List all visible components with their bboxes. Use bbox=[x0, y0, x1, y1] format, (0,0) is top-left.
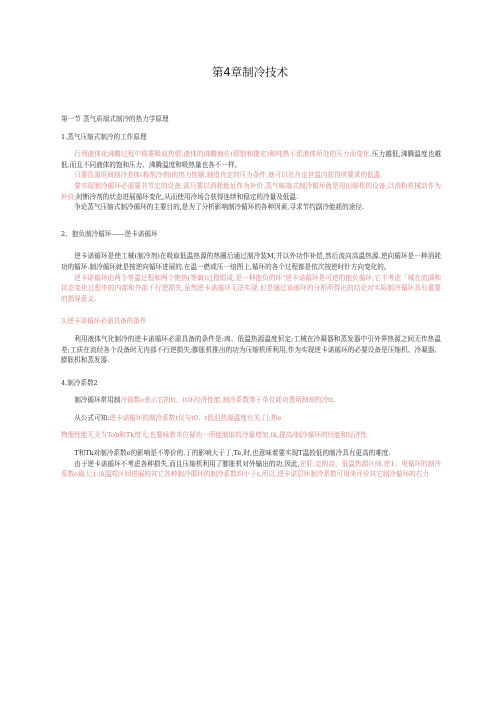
section-1-paragraph-4: 争论蒸气压缩式制冷循环的主要目的,是为了分析影响制冷循环的各种因素,寻求节约副冷能耗的途径. bbox=[74, 203, 365, 212]
section-3-paragraph-1: 利用液体气化制冷的逆卡诺循环必需具备的条件是:肉、低温热源温度恒定;工械在冷凝器和蒸发器中引外界热源之间无传热温差;工质在流经各个设备时无内部不行逆损失;膨胀机推出的功为压缩机所利用,作为实现逆卡诺循环的必要设备是压缩机、冷凝器、膨胀机和蒸发器. bbox=[61, 334, 441, 365]
section-4-paragraph-1 bbox=[61, 395, 441, 406]
section-4-paragraph-3 bbox=[61, 430, 441, 441]
document-body bbox=[61, 114, 441, 480]
section-2-paragraph-1: 逆卡诺循环是使工械(制冷剂)在吸取低温热源的热圈后通过制冷装M,并以外功作补偿,然后流向高温热源.逆向循环是一种消耗功的循环.制冷循环就是按逆向循环进展的.在温一燃或压一焙图上,循环的各个过程都是依次按逆时针方向变化的。 bbox=[61, 252, 441, 271]
section-3-heading: 3,逆卡诺循环必需具备的条件 bbox=[61, 317, 147, 326]
black-text: 压力越低,沸腾温度也越低.而且不同液体的饱和压力、沸腾温度和吸热量也各不一样。 bbox=[61, 150, 441, 169]
red-text: 逆卡诺循环的制冷系数t仅与t0、t低沮热源温度有关,门:热e bbox=[109, 413, 282, 422]
section-1-paragraph-1 bbox=[61, 149, 441, 170]
black-text: 由于逆卡诺循环不考虑各种损失,而且压缩机利用了膨胀机对外输出的功,因此, bbox=[74, 459, 300, 468]
red-text: 物理性能无关当Tob和Tk增大,也要咏着单位疑功一所能制取的冷量增加, bbox=[61, 431, 271, 440]
chapter-title: 第4章制冷技术 bbox=[211, 65, 289, 79]
section-2-paragraph-2: 逆卡诺循环由两个等温过程和两个绝热(等熵)过程组成,是一种抱负的环"逆卡诺循环是可逆的抱负循环,它不考虑「城在流满和状态变化过程中的内部和外部不行逆损失,虽然逆卡诺循环无法实现.但是通过该循环的分析所得出的结论对实际制冷循环具有重要的指导意义. bbox=[61, 273, 441, 303]
section-1-subheading: 1.蒸气压缩式制冷的工作原理 bbox=[61, 132, 147, 141]
red-text: 行利液体化沸腾过程中将要吸取热情,液体的沸腾海佐(即饱和提宏)和吨热不派液体所处的压力而变化. bbox=[74, 150, 372, 159]
section-1-paragraph-3 bbox=[61, 181, 441, 202]
section-4-paragraph-5 bbox=[61, 459, 441, 480]
red-text: 要实现制冷循环必需要书节定的设备,需只要以消耗能址作为补价.蒸气味端式制冷循环就是用田缩机的设备,以消粉机械动作为补价, bbox=[61, 181, 441, 201]
red-text: 在肝,定的高、低温热源区间,逆1、电循环的制冷系数e最大,t:该温哎区间进展的其它各种制冷循环的制冷系数均小于ε,所以,逆卡诺层环制冷系数可用来评价其它制冷循环的右力 bbox=[61, 459, 441, 479]
section-2-heading: 2、抱负制冷循环——逆卡诺循环 bbox=[61, 229, 158, 238]
black-text: 制冷循环常用制 bbox=[74, 396, 121, 405]
red-text: 冷裁数e表示它的tt、tt环经济性能,制冷系数等于单位耗功费所制却的冷tt. bbox=[120, 396, 336, 405]
section-1-paragraph-2: 只要资源用间制冷差体(称剂冷剂)的热力性顺.制造肖定的压力条件,就可以在肖定世温内获得所要求的低温. bbox=[74, 171, 383, 180]
black-text: 时断冷剂的状态进展循环变化,从而使用冷场合获得连续和稳定的冷量及低温. bbox=[76, 192, 299, 201]
section-4-paragraph-2 bbox=[61, 413, 441, 424]
section-1-heading: 第一节 蒸气质端式制冷的热力学原理 bbox=[61, 115, 169, 123]
red-text: tk,提高/制冷循环的经能和经济性. bbox=[270, 431, 370, 440]
black-text: 从公式可知: bbox=[74, 413, 110, 422]
section-4-heading: 4.制冷系数2 bbox=[61, 378, 98, 387]
section-4-paragraph-4: T和Tk对制冷系数e的影响是不等价的.丁的影响大于丁,Te,时,也意味着要实现T温较低的制冷具有更高的难度. bbox=[74, 449, 391, 458]
